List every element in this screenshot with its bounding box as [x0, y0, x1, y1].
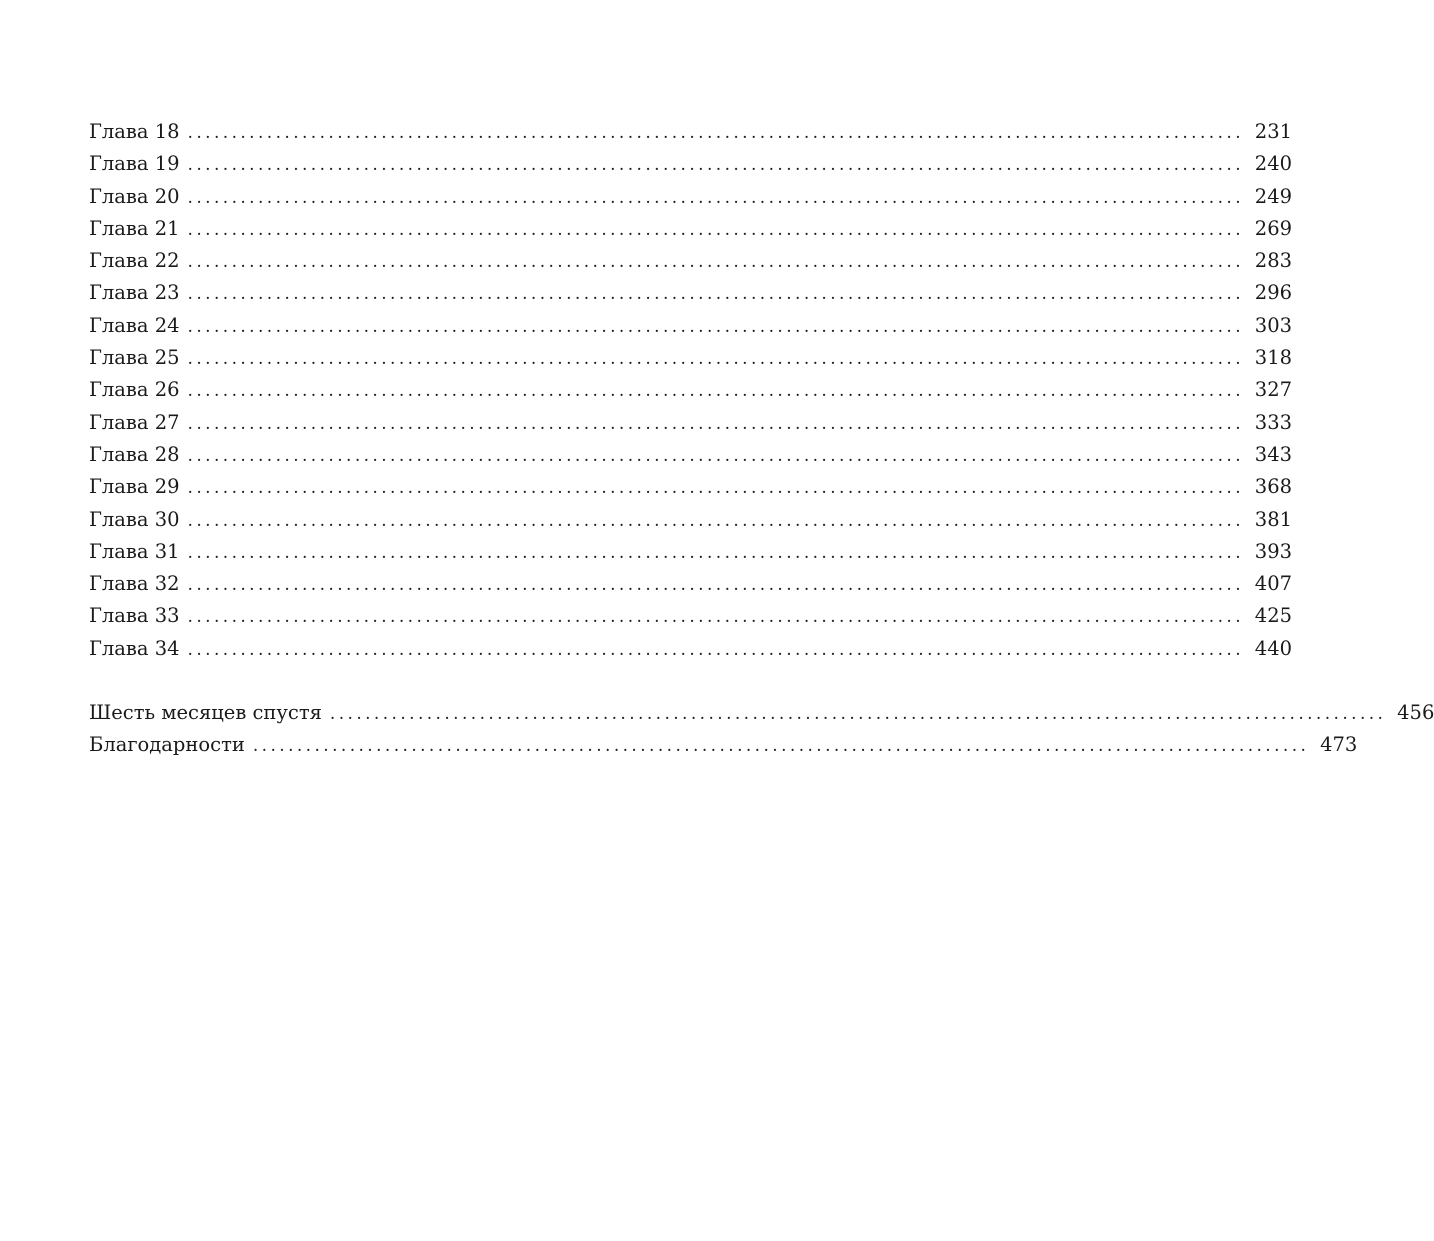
dot-leader: ........................................................................................................................ [187, 123, 1245, 143]
toc-entry [89, 342, 1293, 374]
chapter-list [89, 116, 1293, 665]
dot-leader: ........................................................................................................................ [187, 381, 1245, 402]
toc-entry-title: Глава 30 [89, 507, 180, 531]
toc-entry-title: Глава 32 [89, 572, 180, 596]
dot-leader: ........................................................................................................................ [187, 316, 1245, 337]
toc-entry-title: Глава 24 [89, 313, 180, 337]
toc-entry-title: Шесть месяцев спустя [89, 701, 322, 725]
toc-entry [89, 374, 1293, 406]
dot-leader: ........................................................................................................................ [187, 639, 1245, 660]
dot-leader: ........................................................................................................................ [187, 607, 1245, 628]
toc-entry-page: 296 [1254, 281, 1293, 305]
toc-entry-page: 440 [1254, 636, 1293, 660]
toc-entry-title: Благодарности [89, 733, 245, 757]
dot-leader: ........................................................................................................................ [187, 413, 1245, 434]
toc-entry-page: 473 [1320, 733, 1358, 757]
dot-leader: ........................................................................................................................ [187, 349, 1245, 370]
dot-leader: ........................................................................................................................ [252, 736, 1310, 757]
toc-entry [89, 536, 1293, 568]
toc-entry [89, 697, 1434, 729]
toc-entry-title: Глава 21 [89, 216, 180, 240]
toc-entry [89, 439, 1293, 471]
dot-leader: ........................................................................................................................ [329, 704, 1387, 725]
toc-entry-title: Глава 18 [89, 120, 180, 143]
toc-entry-page: 318 [1254, 346, 1293, 370]
toc-entry [89, 310, 1293, 342]
section-spacer [89, 665, 632, 697]
toc-entry-page: 333 [1254, 410, 1293, 434]
toc-entry-page: 368 [1254, 475, 1293, 499]
toc-entry-title: Глава 31 [89, 539, 180, 563]
toc-entry [89, 504, 1293, 536]
toc-entry-page: 393 [1254, 539, 1293, 563]
dot-leader: ........................................................................................................................ [187, 445, 1245, 466]
toc-entry-page: 240 [1254, 152, 1293, 176]
toc-entry-title: Глава 29 [89, 475, 180, 499]
toc-entry-page: 343 [1254, 442, 1293, 466]
toc-entry-page: 456 [1397, 701, 1434, 725]
toc-entry [89, 181, 1293, 213]
toc-entry-title: Глава 34 [89, 636, 180, 660]
toc-entry-title: Глава 20 [89, 184, 180, 208]
toc-entry [89, 148, 1293, 180]
dot-leader: ........................................................................................................................ [187, 542, 1245, 563]
table-of-contents [89, 116, 1434, 762]
dot-leader: ........................................................................................................................ [187, 478, 1245, 499]
toc-entry [89, 600, 1293, 632]
toc-entry-page: 269 [1254, 216, 1293, 240]
toc-entry [89, 729, 1358, 761]
toc-entry-page: 327 [1254, 378, 1293, 402]
toc-entry-title: Глава 23 [89, 281, 180, 305]
toc-entry-page: 249 [1254, 184, 1293, 208]
toc-entry-page: 283 [1254, 249, 1293, 273]
toc-entry [89, 277, 1293, 309]
dot-leader: ........................................................................................................................ [187, 252, 1245, 273]
dot-leader: ........................................................................................................................ [187, 510, 1245, 531]
toc-entry-page: 303 [1254, 313, 1293, 337]
dot-leader: ........................................................................................................................ [187, 219, 1245, 240]
dot-leader: ........................................................................................................................ [187, 187, 1245, 208]
toc-entry-page: 407 [1254, 572, 1293, 596]
toc-entry-page: 381 [1254, 507, 1293, 531]
toc-entry-title: Глава 27 [89, 410, 180, 434]
extras-list [89, 697, 1434, 762]
toc-entry-title: Глава 28 [89, 442, 180, 466]
dot-leader: ........................................................................................................................ [187, 284, 1245, 305]
toc-entry-title: Глава 33 [89, 604, 180, 628]
toc-entry-title: Глава 19 [89, 152, 180, 176]
toc-entry [89, 213, 1293, 245]
toc-entry [89, 568, 1293, 600]
toc-entry-title: Глава 25 [89, 346, 180, 370]
dot-leader: ........................................................................................................................ [187, 155, 1245, 176]
toc-entry [89, 471, 1293, 503]
dot-leader: ........................................................................................................................ [187, 575, 1245, 596]
toc-entry [89, 633, 1293, 665]
toc-entry [89, 407, 1293, 439]
toc-entry [89, 116, 1293, 148]
toc-entry-page: 231 [1254, 120, 1293, 143]
toc-entry-title: Глава 26 [89, 378, 180, 402]
toc-entry-page: 425 [1254, 604, 1293, 628]
toc-entry-title: Глава 22 [89, 249, 180, 273]
toc-entry [89, 245, 1293, 277]
